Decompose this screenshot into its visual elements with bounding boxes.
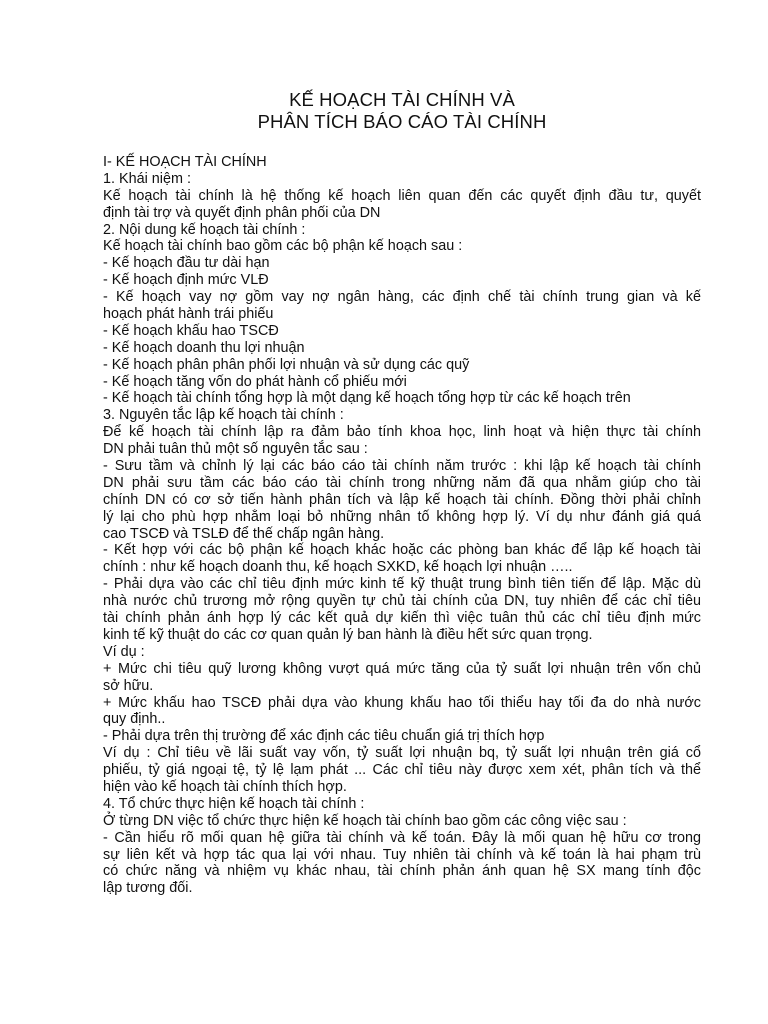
text-line: Ví dụ : Chỉ tiêu về lãi suất vay vốn, tỷ suất lợi nhuận bq, tỷ suất lợi nhuận trên giá cổ bbox=[103, 745, 701, 762]
text-line: Kế hoạch tài chính là hệ thống kế hoạch liên quan đến các quyết định đầu tư, quyết bbox=[103, 187, 701, 204]
text-line: tài chính phản ánh hợp lý các kết quả dự kiến thì việc tuân thủ các chỉ tiêu định mức bbox=[103, 610, 701, 627]
text-line: Ví dụ : bbox=[103, 643, 145, 660]
text-line: Để kế hoạch tài chính lập ra đảm bảo tính khoa học, linh hoạt và hiện thực tài chính bbox=[103, 424, 701, 441]
text-line: - Kết hợp với các bộ phận kế hoạch khác hoặc các phòng ban khác để lập kế hoạch tài bbox=[103, 542, 701, 559]
text-line: có chức năng và nhiệm vụ khác nhau, tài chính phản ánh quan hệ SX mang tính độc bbox=[103, 863, 701, 880]
text-line: - Kế hoạch tăng vốn do phát hành cổ phiếu mới bbox=[103, 373, 407, 390]
text-line: 2. Nội dung kế hoạch tài chính : bbox=[103, 221, 306, 238]
text-line: I- KẾ HOẠCH TÀI CHÍNH bbox=[103, 154, 267, 170]
text-line: sở hữu. bbox=[103, 677, 154, 694]
text-line: cao TSCĐ và TSLĐ để thế chấp ngân hàng. bbox=[103, 525, 385, 542]
text-line: lý lại cho phù hợp nhằm loại bỏ những nhân tố không hợp lý. Ví dụ như đánh giá quá bbox=[103, 508, 701, 525]
text-line: 1. Khái niệm : bbox=[103, 170, 191, 187]
text-line: - Kế hoạch định mức VLĐ bbox=[103, 272, 269, 289]
text-line: Ở từng DN việc tổ chức thực hiện kế hoạch tài chính bao gồm các công việc sau : bbox=[103, 812, 627, 829]
text-line: - Cần hiểu rõ mối quan hệ giữa tài chính và kế toán. Đây là mối quan hệ hữu cơ trong bbox=[103, 829, 701, 846]
text-line: DN phải sưu tầm các báo cáo tài chính trong những năm đã qua nhằm giúp cho tài bbox=[103, 474, 701, 491]
text-line: - Sưu tầm và chỉnh lý lại các báo cáo tài chính năm trước : khi lập kế hoạch tài chính bbox=[103, 458, 701, 475]
text-line: 3. Nguyên tắc lập kế hoạch tài chính : bbox=[103, 407, 344, 424]
text-line: - Kế hoạch vay nợ gồm vay nợ ngân hàng, các định chế tài chính trung gian và kế bbox=[103, 289, 701, 306]
text-line: sự liên kết và hợp tác qua lại với nhau. Tuy nhiên tài chính và kế toán là hai phạm trù bbox=[103, 846, 701, 863]
text-line: - Phải dựa vào các chỉ tiêu định mức kinh tế kỹ thuật trung bình tiên tiến để lập. Mặc dù bbox=[103, 576, 701, 593]
text-line: 4. Tổ chức thực hiện kế hoạch tài chính : bbox=[103, 795, 365, 812]
text-line: chính DN có cơ sở tiến hành phân tích và lập kế hoạch tài chính. Đồng thời phải chỉnh bbox=[103, 491, 701, 508]
text-line: - Kế hoạch khấu hao TSCĐ bbox=[103, 322, 279, 339]
text-line: - Kế hoạch phân phân phối lợi nhuận và sử dụng các quỹ bbox=[103, 356, 470, 373]
text-line: quy định.. bbox=[103, 711, 166, 728]
text-line: chính : như kế hoạch doanh thu, kế hoạch SXKD, kế hoạch lợi nhuận ….. bbox=[103, 559, 573, 576]
text-line: + Mức khấu hao TSCĐ phải dựa vào khung khấu hao tối thiểu hay tối đa do nhà nước bbox=[103, 694, 701, 711]
text-line: hiện vào kế hoạch tài chính thích hợp. bbox=[103, 778, 347, 795]
text-line: DN phải tuân thủ một số nguyên tắc sau : bbox=[103, 441, 368, 458]
document-body bbox=[103, 154, 701, 897]
text-line: - Kế hoạch đầu tư dài hạn bbox=[103, 255, 270, 272]
text-line: phiếu, tỷ giá ngoại tệ, tỷ lệ lạm phát ... Các chỉ tiêu này được xem xét, phân tích và thể bbox=[103, 762, 701, 779]
text-line: kinh tế kỹ thuật do các cơ quan quản lý ban hành là điều hết sức quan trọng. bbox=[103, 626, 593, 643]
text-line: - Kế hoạch tài chính tổng hợp là một dạng kế hoạch tổng hợp từ các kế hoạch trên bbox=[103, 390, 631, 407]
text-line: + Mức chi tiêu quỹ lương không vượt quá mức tăng của tỷ suất lợi nhuận trên vốn chủ bbox=[103, 660, 701, 677]
text-line: nhà nước chủ trương mở rộng quyền tự chủ tài chính của DN, tuy nhiên để các chỉ tiêu bbox=[103, 593, 701, 610]
text-line: - Phải dựa trên thị trường để xác định các tiêu chuẩn giá trị thích hợp bbox=[103, 728, 545, 745]
text-line: định tài trợ và quyết định phân phối của DN bbox=[103, 204, 381, 221]
document-title bbox=[0, 89, 768, 133]
title-line-1: KẾ HOẠCH TÀI CHÍNH VÀ bbox=[289, 89, 515, 110]
text-line: hoạch phát hành trái phiếu bbox=[103, 306, 274, 323]
title-line-2: PHÂN TÍCH BÁO CÁO TÀI CHÍNH bbox=[257, 111, 547, 132]
text-line: Kế hoạch tài chính bao gồm các bộ phận kế hoạch sau : bbox=[103, 238, 463, 255]
text-line: lập tương đối. bbox=[103, 880, 193, 897]
text-line: - Kế hoạch doanh thu lợi nhuận bbox=[103, 339, 305, 356]
